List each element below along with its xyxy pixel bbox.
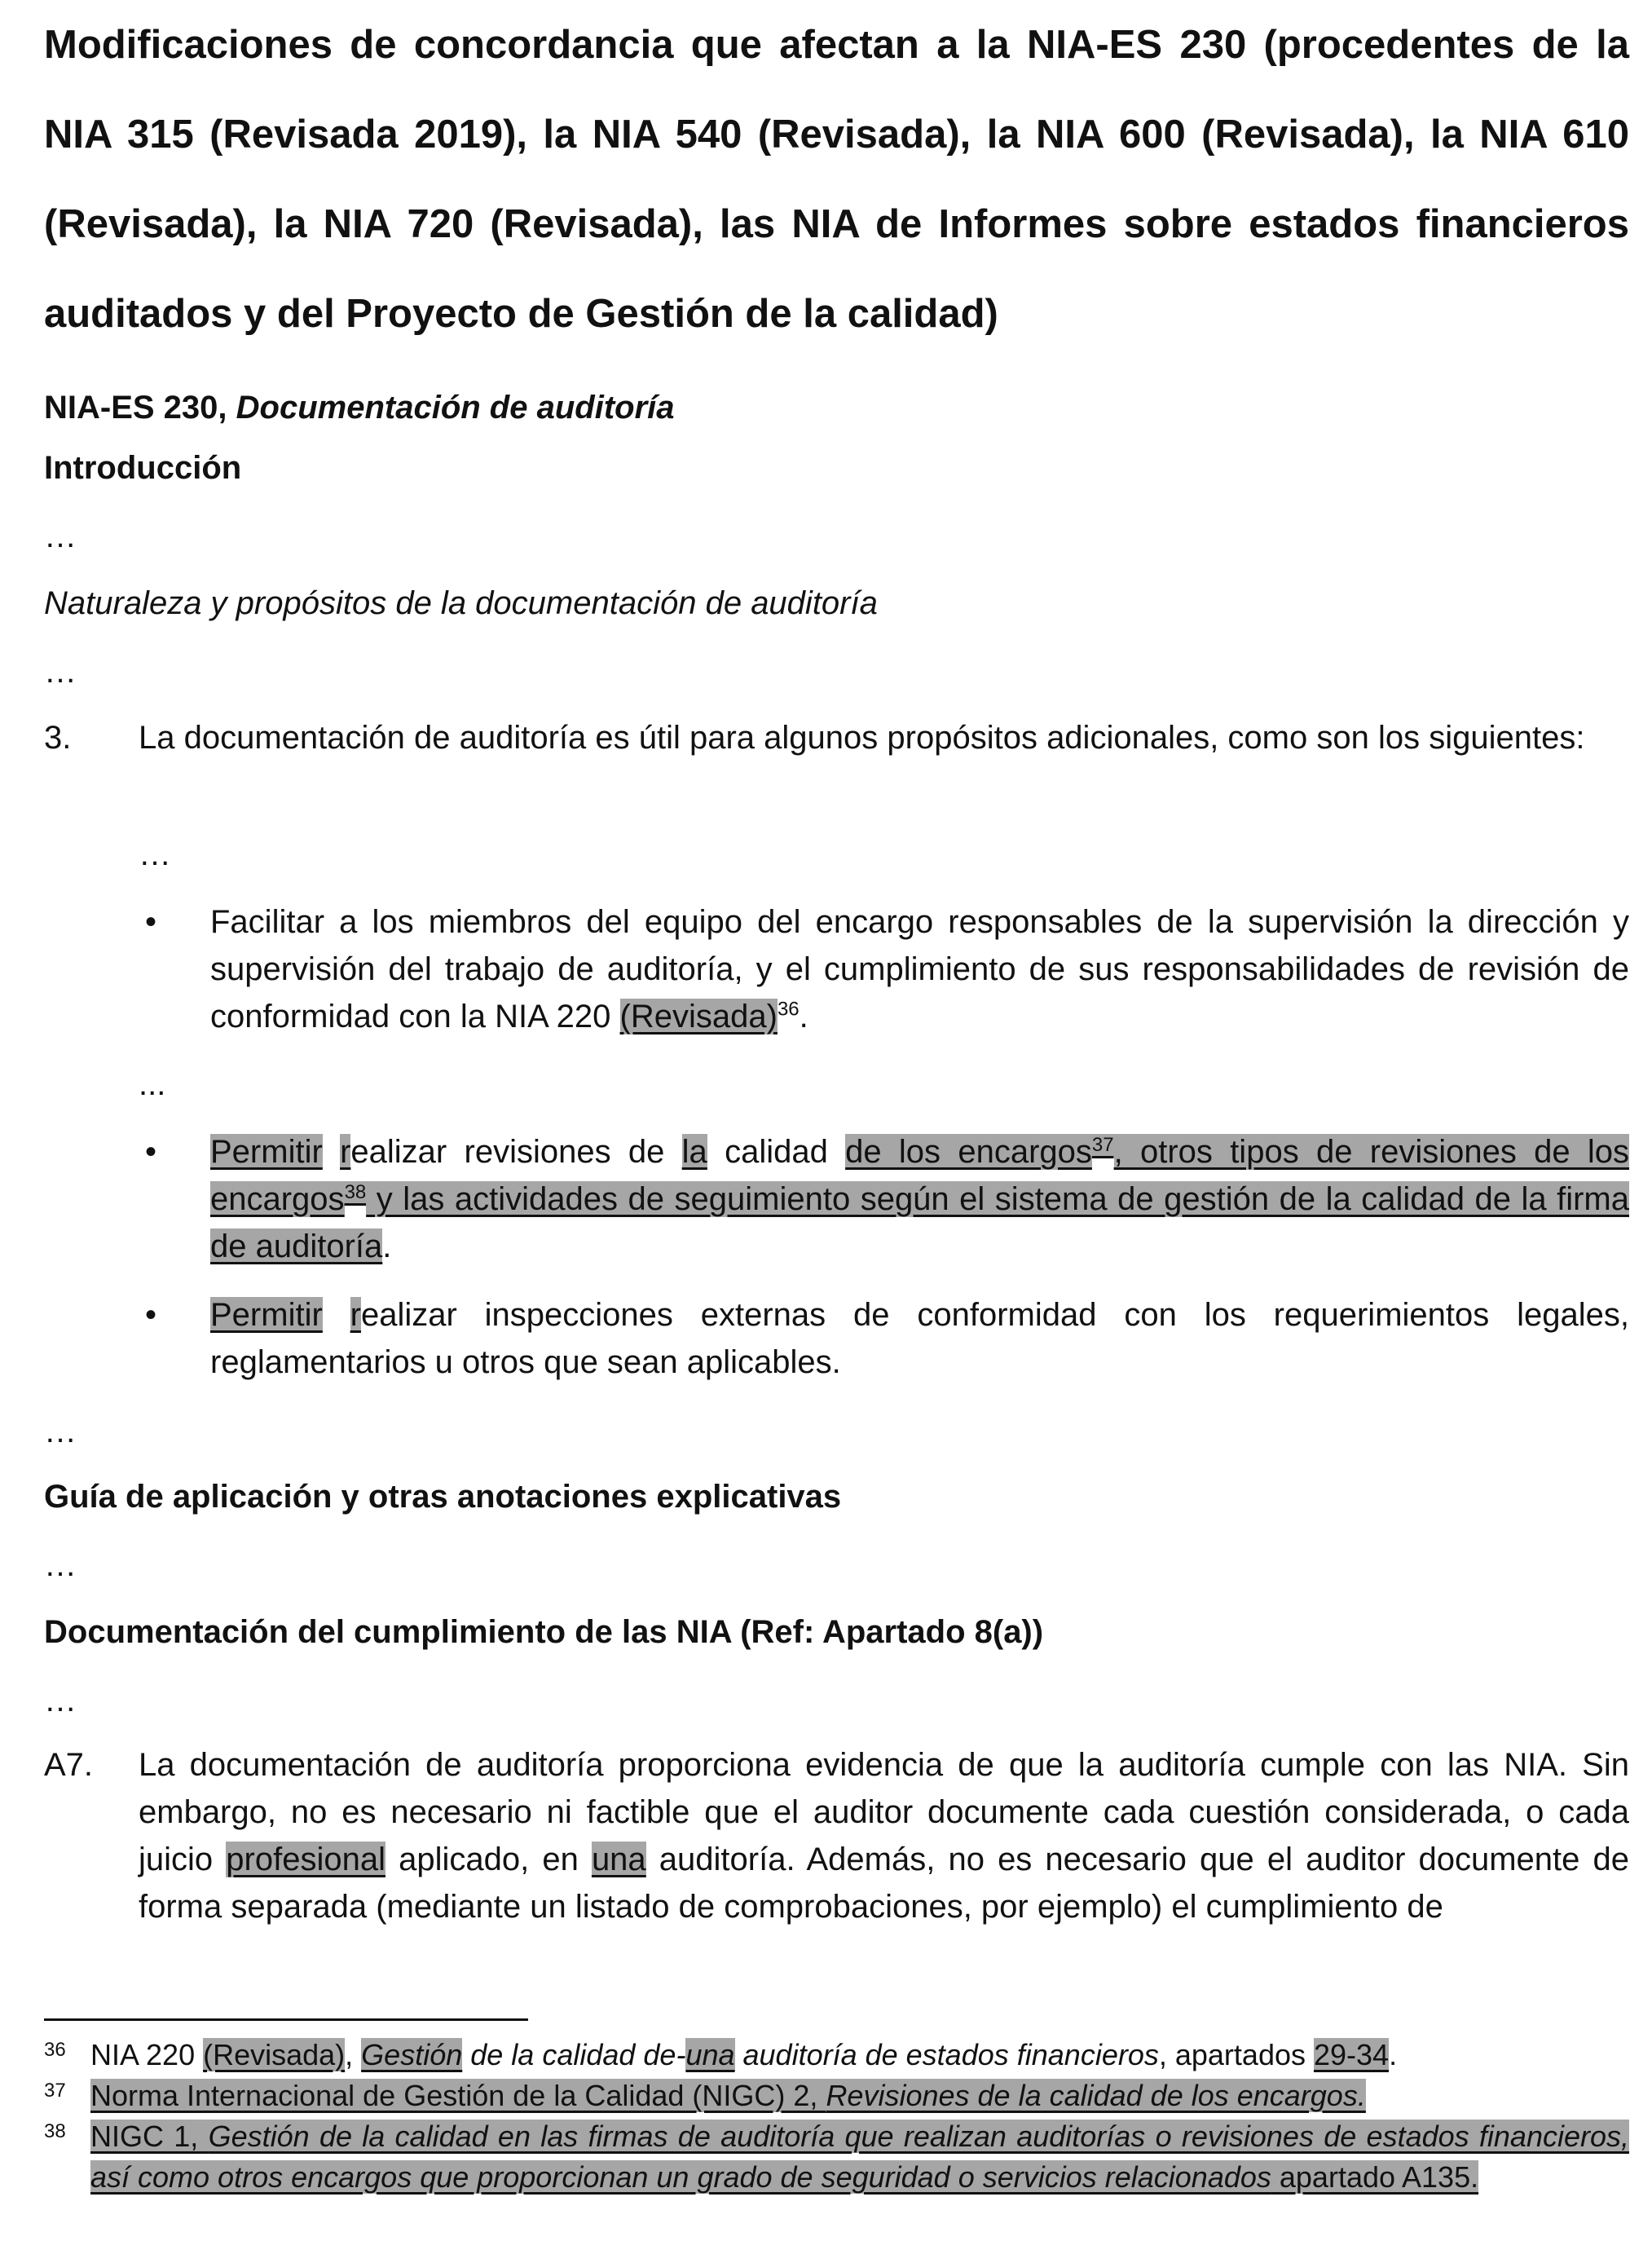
ellipsis-4: ... xyxy=(139,1066,166,1102)
para-3-number: 3. xyxy=(44,720,72,756)
standard-code: NIA-ES 230, xyxy=(44,390,236,426)
footnote-ref-37[interactable]: 37 xyxy=(1091,1133,1114,1156)
document-title: Modificaciones de concordancia que afectan a la NIA-ES 230 (procedentes de la NIA 315 (Revisada 2019), la NIA 540 (Revisada), la NIA 600 (Revisada), la NIA 610 (Revisada), la NIA 720 (Revisada), las NIA de Informes sobre estados financieros auditados y del Proyecto de Gestión de la calidad) xyxy=(44,23,1629,336)
bullet-3-marker: • xyxy=(145,1297,157,1333)
standard-name: Documentación de auditoría xyxy=(236,390,675,426)
footnote-38: NIGC 1, Gestión de la calidad en las firmas de auditoría que realizan auditorías o revisiones de estados financieros, así como otros encargos que proporcionan un grado de seguridad o servicios relacionados apartado A135. xyxy=(90,2120,1630,2194)
footnote-37-number: 37 xyxy=(44,2080,66,2102)
footnote-37: Norma Internacional de Gestión de la Calidad (NIGC) 2, Revisiones de la calidad de los encargos. xyxy=(90,2079,1366,2112)
ellipsis-5: … xyxy=(44,1414,77,1449)
footnote-ref-38[interactable]: 38 xyxy=(344,1180,367,1203)
footnote-38-number: 38 xyxy=(44,2120,66,2142)
para-a7-text: La documentación de auditoría proporciona evidencia de que la auditoría cumple con las NIA. Sin embargo, no es necesario ni factible que el auditor documente cada cuestión considerada, o cada juicio profesional aplicado, en una auditoría. Además, no es necesario que el auditor documente de forma separada (mediante un listado de comprobaciones, por ejemplo) el cumplimiento de xyxy=(139,1747,1630,1925)
guide-heading: Guía de aplicación y otras anotaciones explicativas xyxy=(44,1479,842,1515)
bullet-1-text: Facilitar a los miembros del equipo del encargo responsables de la supervisión la dirección y supervisión del trabajo de auditoría, y el cumplimiento de sus responsabilidades de revisión de conformidad con la NIA 220 (Revisada)$^{36}$. xyxy=(210,904,1629,1034)
footnote-separator xyxy=(44,2018,528,2021)
bullet-3-text: Permitir realizar inspecciones externas de conformidad con los requerimientos legales, reglamentarios u otros que sean aplicables. xyxy=(210,1297,1629,1380)
ellipsis-2: … xyxy=(44,654,77,690)
footnote-36: NIA 220 (Revisada), Gestión de la calidad de-una auditoría de estados financieros, apartados 29-34. xyxy=(90,2038,1398,2071)
footnote-ref-36[interactable]: 36 xyxy=(777,998,800,1021)
nature-heading: Naturaleza y propósitos de la documentación de auditoría xyxy=(44,585,878,621)
ellipsis-6: … xyxy=(44,1547,77,1583)
intro-heading: Introducción xyxy=(44,450,242,486)
para-3-text: La documentación de auditoría es útil para algunos propósitos adicionales, como son los siguientes: xyxy=(139,720,1585,756)
ellipsis-7: … xyxy=(44,1683,77,1718)
standard-heading xyxy=(44,385,675,430)
doc-heading: Documentación del cumplimiento de las NIA (Ref: Apartado 8(a)) xyxy=(44,1614,1044,1650)
bullet-1-marker: • xyxy=(145,904,157,940)
bullet-2-marker: • xyxy=(145,1134,157,1170)
para-a7-number: A7. xyxy=(44,1747,94,1783)
ellipsis-3: … xyxy=(139,836,171,872)
footnote-36-number: 36 xyxy=(44,2039,66,2061)
ellipsis-1: … xyxy=(44,518,77,554)
bullet-2-text: Permitir realizar revisiones de la calidad de los encargos$^{37}$, otros tipos de revisiones de los encargos$^{38}$ y las actividades de seguimiento según el sistema de gestión de la calidad de la firma de auditoría. xyxy=(210,1133,1630,1264)
highlight-revisada: (Revisada) xyxy=(619,999,778,1034)
